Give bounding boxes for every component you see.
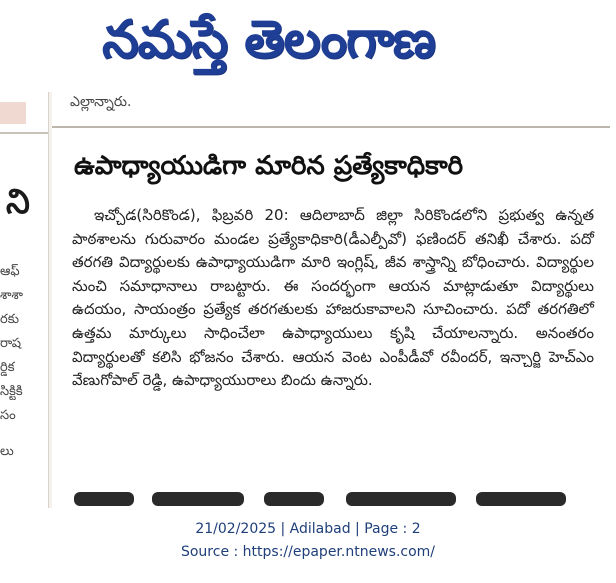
article-headline: ఉపాధ్యాయుడిగా మారిన ప్రత్యేకాధికారి [74, 151, 464, 181]
left-text-fragment: ఆఫ్ [0, 264, 20, 279]
left-column-fragment [0, 92, 48, 508]
left-text-fragment: శాశా [0, 288, 23, 303]
left-color-box [0, 102, 26, 124]
newspaper-logo: నమస్తే తెలంగాణ [102, 10, 435, 70]
article [52, 92, 610, 508]
cropped-text-bar [74, 492, 134, 506]
left-text-fragment: సం [0, 408, 16, 423]
left-text-fragment: లు [0, 444, 14, 459]
newspaper-clip [0, 92, 610, 508]
article-paragraph: ఇచ్చోడ(సిరికొండ), ఫిబ్రవరి 20: ఆదిలాబాద్ జిల్లా సిరికొండలోని ప్రభుత్వ ఉన్నత పాఠశాలను గురువారం మండల ప్రత్యేకాధికారి(డీఎల్పీవో) ఫణిందర్ తనిఖీ చేశారు. పదో తరగతి విద్యార్థులకు ఉపాధ్యాయుడిగా మారి ఇంగ్లిష్, జీవ శాస్త్రాన్ని బోధించారు. విద్యార్థుల నుంచి సమాధానాలు రాబట్టారు. ఈ సందర్భంగా ఆయన మాట్లాడుతూ విద్యార్థులు ఉదయం, సాయంత్రం ప్రత్యేక తరగతులకు హాజరుకావాలని సూచించారు. పదో తరగతిలో ఉత్తమ మార్కులు సాధించేలా ఉపాధ్యాయులు కృషి చేయాలన్నారు. అనంతరం విద్యార్థులతో కలిసి భోజనం చేశారు. ఆయన వెంట ఎంపీడీవో రవీందర్, ఇన్చార్జి హెచ్ఎం వేణుగోపాల్ రెడ్డి, ఉపాధ్యాయురాలు బిందు ఉన్నారు. [72, 206, 594, 390]
footer [0, 512, 616, 583]
cropped-text-bar [346, 492, 456, 506]
previous-article-fragment: ఎల్లాన్నారు. [70, 94, 132, 110]
cropped-text-bar [152, 492, 244, 506]
left-rule [0, 132, 48, 134]
column-divider [48, 92, 49, 508]
cropped-text-bar [476, 492, 566, 506]
cropped-text-bar [264, 492, 324, 506]
masthead [0, 0, 616, 92]
left-headline-fragment: ని [6, 182, 30, 222]
left-text-fragment: ర్డిక [0, 360, 15, 375]
left-text-fragment: రకు [0, 312, 19, 327]
footer-date-edition: 21/02/2025 | Adilabad | Page : 2 [195, 521, 421, 537]
article-top-rule [52, 126, 610, 128]
left-text-fragment: సిక్టికి [0, 384, 23, 399]
left-text-fragment: రాష [0, 336, 22, 351]
next-headline-fragment [74, 488, 574, 508]
article-body [72, 204, 594, 393]
footer-source: Source : https://epaper.ntnews.com/ [180, 544, 436, 560]
